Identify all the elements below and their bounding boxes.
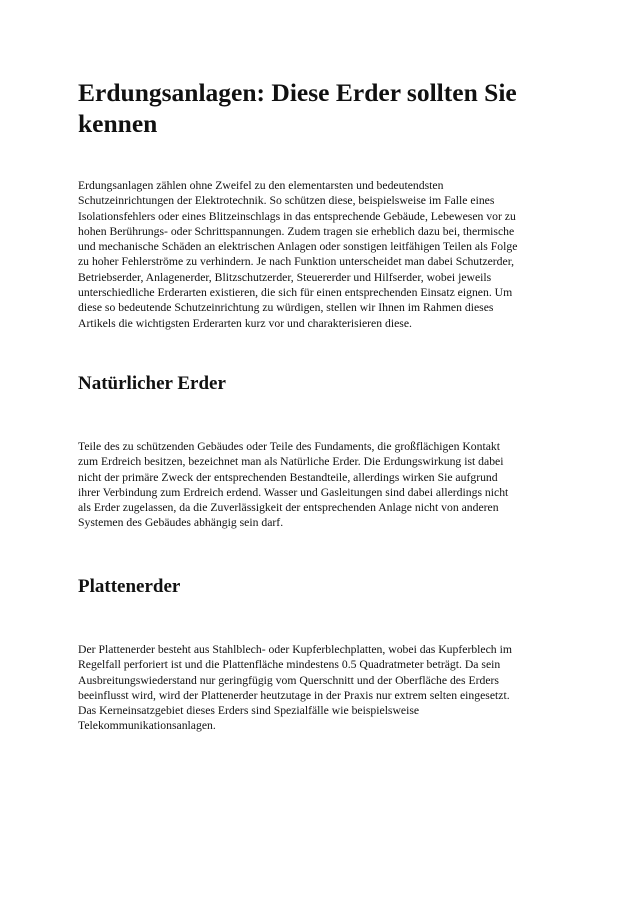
- intro-paragraph: [78, 178, 517, 331]
- paragraph-line: zum Erdreich besitzen, bezeichnet man als Natürliche Erder. Die Erdungswirkung ist dabei: [78, 455, 504, 469]
- paragraph-line: Isolationsfehlers oder eines Blitzeinschlags in das entsprechende Gebäude, Lebewesen vor zu: [78, 209, 516, 223]
- paragraph-line: Betriebserder, Anlagenerder, Blitzschutzerder, Steuererder und Hilfserder, wobei jeweils: [78, 270, 492, 284]
- paragraph-line: ihrer Verbindung zum Erdreich erdend. Wasser und Gasleitungen sind dabei allerdings nicht: [78, 485, 509, 499]
- paragraph-line: Schutzeinrichtungen der Elektrotechnik. So schützen diese, beispielsweise im Falle eines: [78, 194, 495, 208]
- paragraph-line: Systemen des Gebäudes abhängig sein darf.: [78, 516, 284, 530]
- paragraph-line: beeinflusst wird, wird der Plattenerder heutzutage in der Praxis nur extrem selten eingesetzt.: [78, 688, 510, 702]
- page-title: Erdungsanlagen: Diese Erder sollten Sie kennen: [78, 78, 517, 138]
- section-paragraph-natuerlicher-erder: [78, 439, 508, 531]
- paragraph-line: nicht der primäre Zweck der entsprechenden Bestandteile, allerdings wirken Sie aufgrund: [78, 470, 498, 484]
- paragraph-line: Regelfall perforiert ist und die Plattenfläche mindestens 0.5 Quadratmeter beträgt. Da sein: [78, 658, 501, 672]
- paragraph-line: zu hoher Fehlerströme zu verhindern. Je nach Funktion unterscheidet man dabei Schutzerder,: [78, 255, 515, 269]
- section-paragraph-plattenerder: [78, 642, 512, 734]
- paragraph-line: Das Kerneinsatzgebiet dieses Erders sind Spezialfälle wie beispielsweise: [78, 704, 420, 718]
- paragraph-line: Ausbreitungswiederstand nur geringfügig vom Querschnitt und der Oberfläche des Erders: [78, 673, 499, 687]
- paragraph-line: Der Plattenerder besteht aus Stahlblech- oder Kupferblechplatten, wobei das Kupferblech im: [78, 643, 512, 656]
- paragraph-line: als Erder zugelassen, da die Zuverlässigkeit der entsprechenden Anlage nicht von anderen: [78, 501, 499, 515]
- paragraph-line: hohen Berührungs- oder Schrittspannungen. Zudem tragen sie erheblich dazu bei, thermische: [78, 224, 515, 238]
- paragraph-line: diese so bedeutende Schutzeinrichtung zu würdigen, stellen wir Ihnen im Rahmen dieses: [78, 301, 494, 315]
- section-heading-plattenerder: Plattenerder: [78, 576, 181, 597]
- paragraph-line: unterschiedliche Erderarten existieren, die sich für einen entsprechenden Einsatz eignen. Um: [78, 286, 513, 300]
- paragraph-line: Artikels die wichtigsten Erderarten kurz vor und charakterisieren diese.: [78, 316, 412, 330]
- section-heading-natuerlicher-erder: Natürlicher Erder: [78, 373, 226, 394]
- paragraph-line: Telekommunikationsanlagen.: [78, 719, 216, 733]
- paragraph-line: und mechanische Schäden an elektrischen Anlagen oder sonstigen leitfähigen Teilen als Folge: [78, 240, 518, 254]
- paragraph-line: Teile des zu schützenden Gebäudes oder Teile des Fundaments, die großflächigen Kontakt: [78, 440, 501, 453]
- paragraph-line: Erdungsanlagen zählen ohne Zweifel zu den elementarsten und bedeutendsten: [78, 179, 444, 192]
